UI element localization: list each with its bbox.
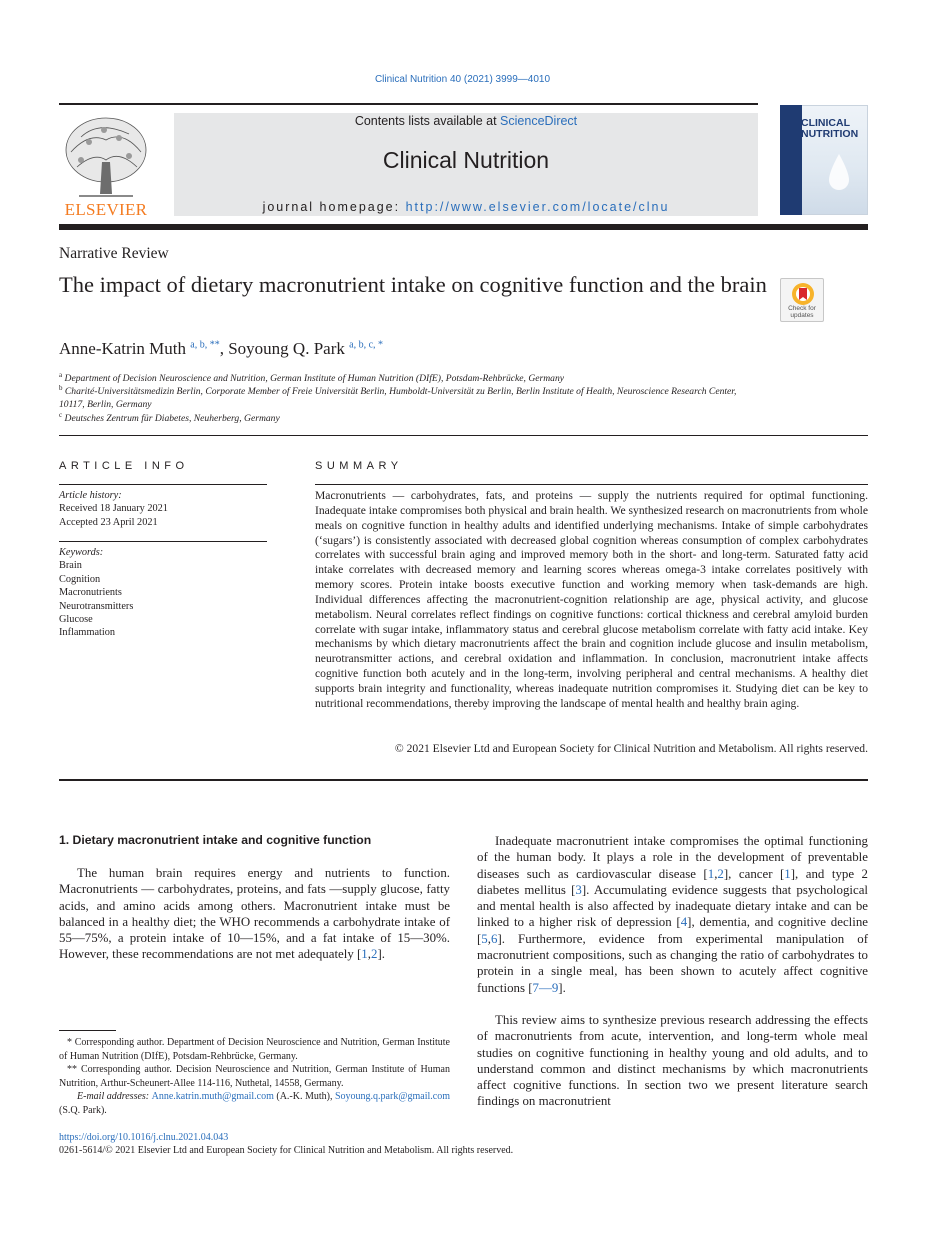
email-owner: (A.-K. Muth), (273, 1091, 335, 1103)
doi-link[interactable] (59, 1132, 228, 1143)
contents-line (174, 114, 758, 128)
right-paragraph-1 (477, 833, 868, 996)
abstract-end-rule (59, 779, 868, 781)
left-paragraph (59, 865, 450, 963)
summary-text: Macronutrients — carbohydrates, fats, and proteins — supply the nutrients required for optimal functioning. Inadequate intake compromises both physical and brain health. We synthesized research on macronutrients from whole meals on cognitive function in healthy adults and identified underlying mechanisms. Intake of simple carbohydrates (‘sugars’) is consistently associated with decreased global cognition whereas consumption of complex carbohydrates correlates with successful brain aging and improved memory both in the short- and long-term. Saturated fatty acid intake correlates with decreased memory and learning scores whereas omega-3 intake correlates positively with memory scores. Protein intake boosts executive function and working memory when task-demands are high. Individual differences affecting the macronutrient-cognition relationship are age, physical activity, and glucose metabolism. Neural correlates reflect findings on cognitive functions: cortical thickness and cerebral amyloid burden correlate with sugar intake, inflammatory status and cerebral glucose metabolism correlate with fatty acid intake. Key mechanisms by which dietary macronutrients affect the brain and cognition include glucose and insulin metabolism, neurotransmitter actions, and cerebral oxidation and inflammation. In conclusion, macronutrient intake affects cognitive function both acutely and in the long-term, involving peripheral and central mechanisms. A healthy diet supports brain integrity and functionality, whereas inadequate nutrition compromises it. Studying diet can be key to nutritional recommendations, thereby improving the landscape of mental health and healthy brain aging. (315, 489, 868, 710)
reference-link[interactable]: 2 (717, 866, 724, 881)
summary-heading: SUMMARY (315, 460, 403, 472)
author-separator: , (219, 339, 229, 358)
reference-link[interactable]: 7—9 (532, 980, 559, 995)
author-name: Soyoung Q. Park (228, 339, 345, 358)
keywords-block (59, 546, 269, 640)
homepage-link[interactable]: http://www.elsevier.com/locate/clnu (405, 200, 670, 214)
ref-separator: , (367, 947, 371, 962)
reference-link[interactable]: 4 (680, 915, 688, 930)
author-affiliation-marks[interactable]: a, b, ** (190, 339, 220, 351)
paragraph-text: This review aims to synthesize previous research addressing the effects of macronutrients from acute, intervention, and long-term whole meal studies on cognitive functioning in healthy young and old adults, and to understand common and distinct mechanisms by which macronutrients affect cognitive functions. In section two we present literature search findings on macronutrient (477, 1013, 868, 1109)
cover-strip (780, 105, 802, 215)
received-date: Received 18 January 2021 (59, 503, 168, 515)
author-list (59, 339, 383, 359)
doi-url[interactable]: https://doi.org/10.1016/j.clnu.2021.04.043 (59, 1132, 229, 1143)
keyword: Neurotransmitters (59, 600, 134, 612)
email-link[interactable]: Soyoung.q.park@gmail.com (334, 1091, 451, 1103)
footnotes (59, 1036, 450, 1118)
reference-link[interactable]: 6 (490, 931, 498, 946)
keywords-label: Keywords: (59, 547, 104, 558)
paragraph-text: ]. Accumulating evidence suggests that psychological and mental health is also affected by inadequate dietary intake and can be linked to a higher risk of depression [ (477, 882, 868, 930)
reference-link[interactable]: 1 (361, 947, 368, 962)
article-history (59, 489, 269, 529)
keyword: Inflammation (59, 627, 116, 639)
email-link[interactable]: Anne.katrin.muth@gmail.com (151, 1091, 274, 1103)
keyword: Macronutrients (59, 587, 122, 599)
article-info-heading: ARTICLE INFO (59, 460, 189, 472)
footnote-2: ** Corresponding author. Decision Neuroscience and Nutrition, German Institute of Human Nutrition, Arthur-Scheunert-Allee 114-116, Nuthetal, 14558, Germany. (59, 1064, 450, 1089)
affiliation-mark: b (59, 384, 63, 392)
keyword: Brain (59, 560, 82, 572)
footnote-rule (59, 1030, 116, 1031)
reference-link[interactable]: 2 (370, 947, 378, 962)
right-paragraph-2 (477, 1012, 868, 1110)
crossmark-label: Check for updates (788, 305, 816, 319)
ref-separator: , (487, 931, 491, 946)
paragraph-text: Inadequate macronutrient intake compromises the optimal functioning of the human body. It plays a role in the development of preventable diseases such as cardiovascular disease [ (477, 834, 868, 881)
masthead-top-rule (59, 103, 758, 105)
email-label: E-mail addresses: (77, 1091, 152, 1103)
ref-close: ]. (377, 947, 385, 962)
author-affiliation-marks[interactable]: a, b, c, * (349, 339, 384, 351)
affiliation-text: Department of Decision Neuroscience and Nutrition, German Institute of Human Nutrition (DIfE), Potsdam-Rehbrücke, Germany (64, 373, 565, 385)
reference-link[interactable]: 1 (707, 866, 715, 881)
keyword: Cognition (59, 573, 101, 585)
reference-link[interactable]: 5 (481, 931, 488, 946)
masthead-bottom-rule (59, 224, 868, 230)
journal-citation[interactable]: Clinical Nutrition 40 (2021) 3999—4010 (374, 74, 551, 85)
email-owner: (S.Q. Park). (59, 1104, 107, 1116)
article-info-rule (59, 484, 267, 485)
ref-close: ]. (558, 980, 566, 995)
sciencedirect-link[interactable]: ScienceDirect (500, 114, 578, 128)
footnote-1: * Corresponding author. Department of Decision Neuroscience and Nutrition, German Institute of Human Nutrition (DIfE), Potsdam-Rehbrücke, Germany. (59, 1037, 450, 1062)
affiliation-c (59, 409, 779, 425)
article-title: The impact of dietary macronutrient intake on cognitive function and the brain (59, 272, 767, 297)
affiliation-mark: a (59, 371, 63, 379)
journal-homepage (174, 200, 758, 214)
journal-name: Clinical Nutrition (382, 147, 550, 173)
paragraph-text: ], and type 2 diabetes mellitus [ (477, 866, 868, 897)
contents-prefix: Contents lists available at (354, 114, 501, 128)
accepted-date: Accepted 23 April 2021 (59, 516, 158, 528)
ref-separator: , (714, 866, 718, 881)
author-name: Anne-Katrin Muth (59, 339, 187, 358)
affiliation-text: Deutsches Zentrum für Diabetes, Neuherberg, Germany (64, 413, 280, 425)
reference-link[interactable]: 1 (784, 866, 791, 881)
cover-title: CLINICAL NUTRITION (801, 117, 859, 140)
paragraph-text: ], dementia, and cognitive decline [ (477, 915, 868, 946)
summary-rule (315, 484, 868, 485)
summary-copyright: © 2021 Elsevier Ltd and European Society for Clinical Nutrition and Metabolism. All rights reserved. (394, 742, 868, 755)
footnote-emails (59, 1090, 450, 1117)
section-title: 1. Dietary macronutrient intake and cognitive function (59, 833, 372, 847)
keyword: Glucose (59, 614, 93, 626)
homepage-prefix: journal homepage: (262, 200, 406, 214)
affiliation-b (59, 382, 759, 411)
elsevier-wordmark: ELSEVIER (64, 200, 148, 219)
issn-line: 0261-5614/© 2021 Elsevier Ltd and European Society for Clinical Nutrition and Metabolism. All rights reserved. (59, 1145, 514, 1156)
history-label: Article history: (59, 490, 122, 501)
paragraph-text: ]. Furthermore, evidence from experimental manipulation of macronutrient compositions, such as changing the ratio of carbohydrates to protein in a single meal, has been shown to acutely affect cognitive functions [ (477, 931, 868, 995)
keywords-rule (59, 541, 267, 542)
affiliation-text: Charité-Universitätsmedizin Berlin, Corporate Member of Freie Universität Berlin, Humboldt-Universität zu Berlin, Berlin Institute of Health, Neuroscience Research Center, 10117, Berlin, Germany (59, 386, 737, 411)
header-divider (59, 435, 868, 436)
paragraph-text: ], cancer [ (723, 866, 785, 881)
reference-link[interactable]: 3 (575, 882, 582, 897)
affiliation-mark: c (59, 411, 63, 419)
article-type: Narrative Review (59, 245, 169, 262)
paragraph-text: The human brain requires energy and nutrients to function. Macronutrients — carbohydrates, proteins, and fats —supply glucose, fatty acids, and amino acids among others. Macronutrient intake must be balanced in a healthy diet; the WHO recommends a carbohydrate intake of 55—75%, a protein intake of 10—15%, and a fat intake of 15—30%. However, these recommendations are not met adequately [ (59, 866, 450, 962)
